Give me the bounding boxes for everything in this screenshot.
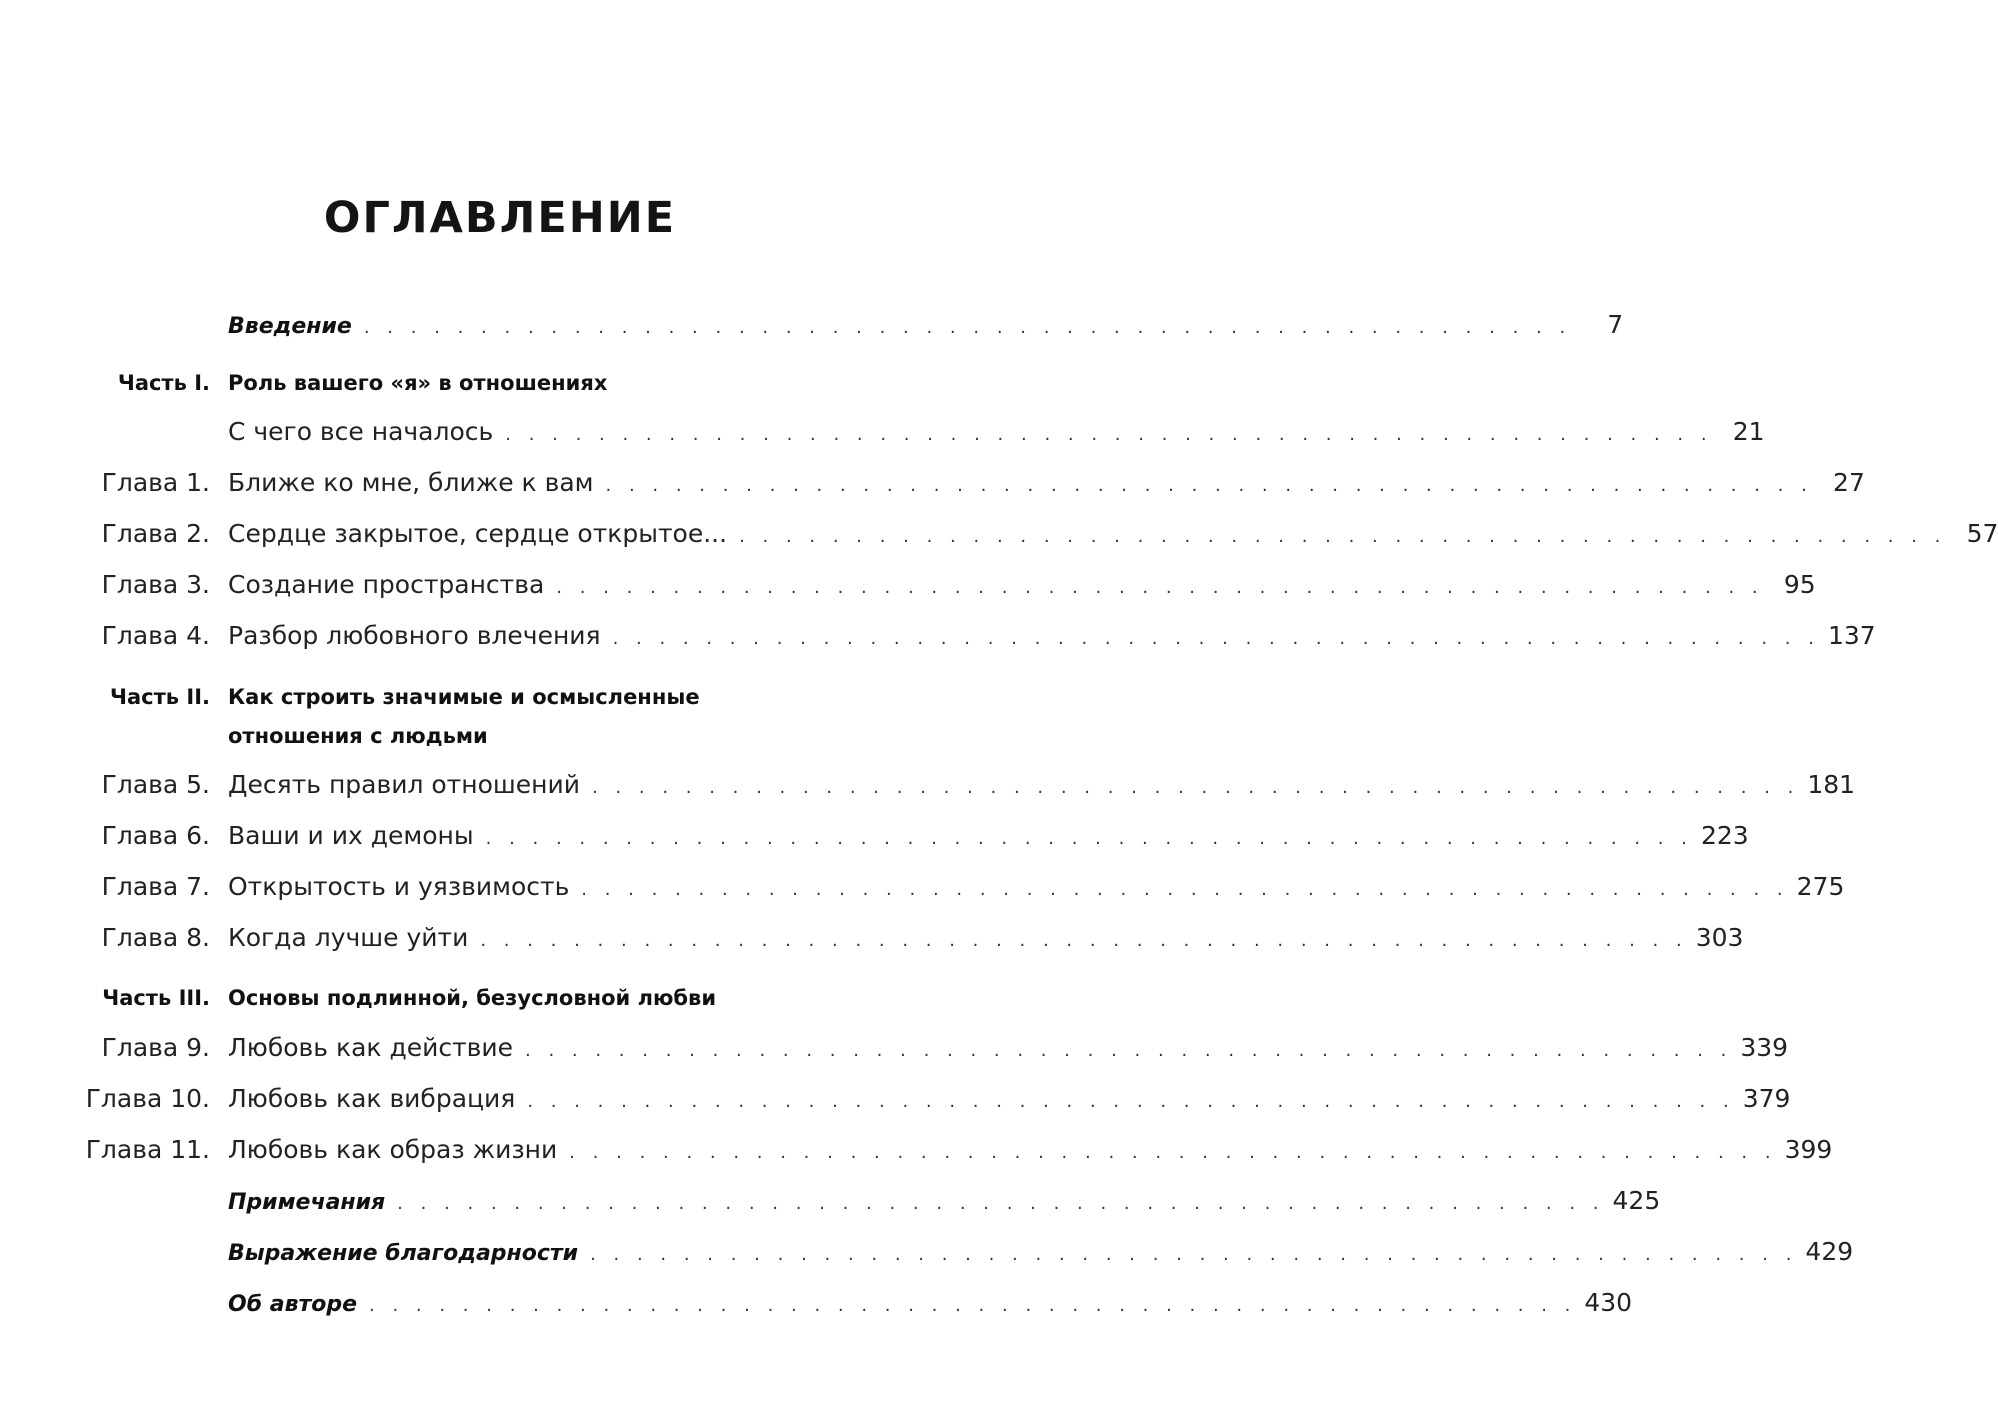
part-number: Часть I. xyxy=(117,371,210,395)
part-title-line-1: Как строить значимые и осмысленные xyxy=(228,685,700,709)
dot-leader: . . . . . . . . . . . . . . . . . . . . . . . . . . . . . . . . . . . . . . . . . . . . . . . . . . . . xyxy=(485,828,1693,849)
chapter-number: Глава 4. xyxy=(101,621,210,650)
entry-label: Примечания xyxy=(228,1190,386,1215)
toc-entry-notes xyxy=(0,1181,1661,1221)
page-number: 223 xyxy=(1700,821,1749,850)
chapter-number: Глава 8. xyxy=(101,923,210,952)
page-number: 21 xyxy=(1732,417,1765,446)
dot-leader: . . . . . . . . . . . . . . . . . . . . . . . . . . . . . . . . . . . . . . . . . . . . . . . . . . . . xyxy=(591,777,1800,798)
dot-leader: . . . . . . . . . . . . . . . . . . . . . . . . . . . . . . . . . . . . . . . . . . . . . . . . . . . . xyxy=(569,1142,1777,1163)
chapter-number: Глава 3. xyxy=(101,570,210,599)
toc-entry-chapter-10 xyxy=(0,1079,1791,1119)
entry-label: Когда лучше уйти xyxy=(228,923,469,952)
chapter-number: Глава 5. xyxy=(101,770,210,799)
toc-entry-chapter-5 xyxy=(0,765,1856,805)
entry-label: Десять правил отношений xyxy=(228,770,580,799)
chapter-number: Глава 2. xyxy=(101,519,210,548)
dot-leader: . . . . . . . . . . . . . . . . . . . . . . . . . . . . . . . . . . . . . . . . . . . . . . . . . . . . xyxy=(369,1295,1577,1316)
page-number: 95 xyxy=(1783,570,1816,599)
dot-leader: . . . . . . . . . . . . . . . . . . . . . . . . . . . . . . . . . . . . . . . . . . . . . . . . . . . . xyxy=(363,317,1572,338)
entry-label: Сердце закрытое, сердце открытое... xyxy=(228,519,728,548)
toc-entry-chapter-2 xyxy=(0,514,1998,554)
entry-label: С чего все началось xyxy=(228,417,494,446)
part-heading-2-continued xyxy=(0,716,1000,756)
toc-entry-about-author xyxy=(0,1283,1633,1323)
toc-entry-chapter-11 xyxy=(0,1130,1833,1170)
page-number: 429 xyxy=(1805,1237,1854,1266)
toc-entry-chapter-6 xyxy=(0,816,1749,856)
dot-leader: . . . . . . . . . . . . . . . . . . . . . . . . . . . . . . . . . . . . . . . . . . . . . . . . . . . . xyxy=(605,475,1813,496)
page-number: 339 xyxy=(1740,1033,1789,1062)
dot-leader: . . . . . . . . . . . . . . . . . . . . . . . . . . . . . . . . . . . . . . . . . . . . . . . . . . . . xyxy=(739,526,1947,547)
entry-label: Ваши и их демоны xyxy=(228,821,474,850)
part-number: Часть III. xyxy=(102,986,210,1010)
page-number: 425 xyxy=(1612,1186,1661,1215)
dot-leader: . . . . . . . . . . . . . . . . . . . . . . . . . . . . . . . . . . . . . . . . . . . . . . . . . . . . xyxy=(525,1040,1733,1061)
page-number: 275 xyxy=(1796,872,1845,901)
toc-entry-chapter-7 xyxy=(0,867,1845,907)
page-number: 303 xyxy=(1695,923,1744,952)
part-heading-1 xyxy=(0,363,1000,403)
entry-label: Выражение благодарности xyxy=(228,1241,579,1266)
page-number: 137 xyxy=(1827,621,1876,650)
page-number: 181 xyxy=(1807,770,1856,799)
toc-entry-preface xyxy=(0,412,1765,452)
entry-label: Ближе ко мне, ближе к вам xyxy=(228,468,594,497)
toc-entry-chapter-3 xyxy=(0,565,1816,605)
dot-leader: . . . . . . . . . . . . . . . . . . . . . . . . . . . . . . . . . . . . . . . . . . . . . . . . . . . . xyxy=(397,1193,1605,1214)
chapter-number: Глава 9. xyxy=(101,1033,210,1062)
toc-entry-chapter-1 xyxy=(0,463,1865,503)
chapter-number: Глава 6. xyxy=(101,821,210,850)
part-title: Роль вашего «я» в отношениях xyxy=(228,371,608,395)
dot-leader: . . . . . . . . . . . . . . . . . . . . . . . . . . . . . . . . . . . . . . . . . . . . . . . . . . . . xyxy=(527,1091,1735,1112)
part-heading-2 xyxy=(0,677,1000,717)
page-number: 7 xyxy=(1607,310,1624,339)
dot-leader: . . . . . . . . . . . . . . . . . . . . . . . . . . . . . . . . . . . . . . . . . . . . . . . . . . . . xyxy=(505,424,1713,445)
chapter-number: Глава 10. xyxy=(85,1084,210,1113)
page-title: ОГЛАВЛЕНИЕ xyxy=(323,193,677,243)
dot-leader: . . . . . . . . . . . . . . . . . . . . . . . . . . . . . . . . . . . . . . . . . . . . . . . . . . . . xyxy=(590,1244,1798,1265)
part-title-line-2: отношения с людьми xyxy=(228,724,488,748)
entry-label: Создание пространства xyxy=(228,570,545,599)
part-title: Основы подлинной, безусловной любви xyxy=(228,986,717,1010)
chapter-number: Глава 11. xyxy=(85,1135,210,1164)
entry-label: Об авторе xyxy=(228,1292,358,1317)
toc-entry-chapter-4 xyxy=(0,616,1876,656)
toc-entry-chapter-9 xyxy=(0,1028,1789,1068)
entry-label: Любовь как вибрация xyxy=(228,1084,516,1113)
page-number: 430 xyxy=(1584,1288,1633,1317)
part-heading-3 xyxy=(0,978,1000,1018)
dot-leader: . . . . . . . . . . . . . . . . . . . . . . . . . . . . . . . . . . . . . . . . . . . . . . . . . . . . xyxy=(556,577,1764,598)
dot-leader: . . . . . . . . . . . . . . . . . . . . . . . . . . . . . . . . . . . . . . . . . . . . . . . . . . . . xyxy=(612,628,1820,649)
dot-leader: . . . . . . . . . . . . . . . . . . . . . . . . . . . . . . . . . . . . . . . . . . . . . . . . . . . . xyxy=(581,879,1789,900)
entry-label: Открытость и уязвимость xyxy=(228,872,570,901)
toc-entry-chapter-8 xyxy=(0,918,1744,958)
entry-label: Любовь как действие xyxy=(228,1033,514,1062)
entry-label: Любовь как образ жизни xyxy=(228,1135,558,1164)
toc-entry-intro xyxy=(0,305,1624,345)
entry-label: Введение xyxy=(228,314,352,339)
dot-leader: . . . . . . . . . . . . . . . . . . . . . . . . . . . . . . . . . . . . . . . . . . . . . . . . . . . . xyxy=(480,930,1688,951)
page-number: 379 xyxy=(1742,1084,1791,1113)
page-number: 399 xyxy=(1784,1135,1833,1164)
toc-entry-acknowledgements xyxy=(0,1232,1854,1272)
entry-label: Разбор любовного влечения xyxy=(228,621,601,650)
page-number: 27 xyxy=(1833,468,1865,497)
part-number: Часть II. xyxy=(110,685,210,709)
chapter-number: Глава 1. xyxy=(101,468,210,497)
chapter-number: Глава 7. xyxy=(101,872,210,901)
page-number: 57 xyxy=(1966,519,1998,548)
